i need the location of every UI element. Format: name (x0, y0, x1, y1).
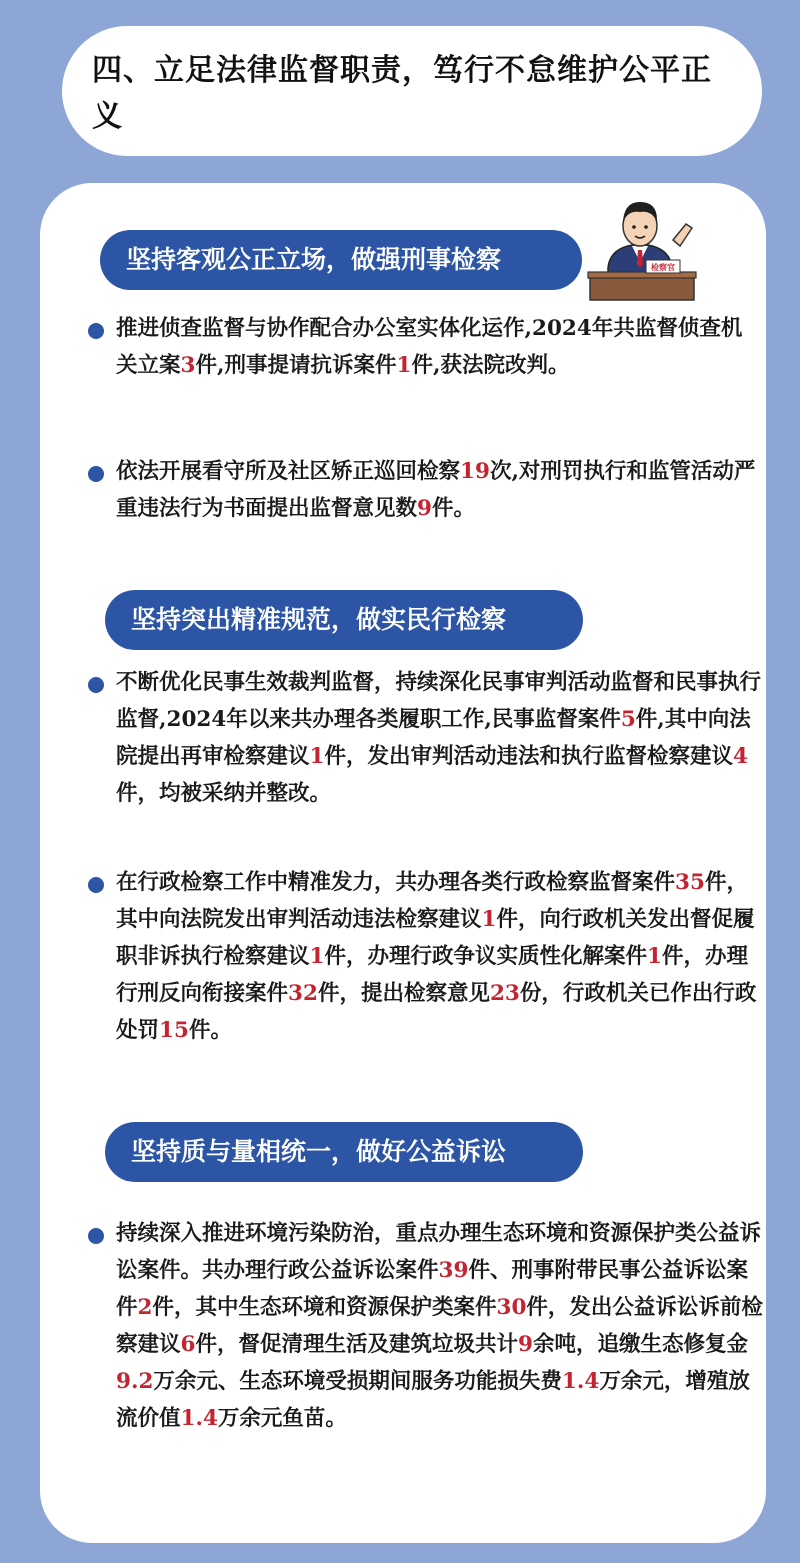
text-segment: 万余元、生态环境受损期间服务功能损失费 (153, 1369, 562, 1394)
stat-number: 5 (620, 707, 636, 732)
stat-number: 23 (489, 981, 520, 1006)
prosecutor-illustration (580, 190, 700, 302)
text-segment: 万余元鱼苗。 (217, 1406, 347, 1431)
stat-number: 6 (180, 1332, 196, 1357)
text-segment: 余吨，追缴生态修复金 (532, 1332, 748, 1357)
page-title: 四、立足法律监督职责，笃行不怠维护公平正义 (92, 53, 712, 134)
section-heading-criminal: 坚持客观公正立场，做强刑事检察 (100, 230, 582, 290)
list-item-text (88, 453, 763, 527)
stat-number: 1 (396, 353, 412, 378)
text-segment: 件，发出审判活动违法和执行监督检察建议 (324, 744, 733, 769)
text-segment: 份，行政机关已作出行政处罚 (116, 981, 757, 1043)
list-item-text (88, 1215, 763, 1437)
bullet-dot-icon (88, 466, 104, 482)
text-segment: 件，发出公益诉讼诉前检察建议 (116, 1295, 763, 1357)
bullet-dot-icon (88, 877, 104, 893)
bullet-dot-icon (88, 1228, 104, 1244)
section-heading-civil-administrative: 坚持突出精准规范，做实民行检察 (105, 590, 583, 650)
section-heading-public-interest: 坚持质与量相统一，做好公益诉讼 (105, 1122, 583, 1182)
list-item-text (88, 664, 763, 812)
stat-number: 1 (309, 944, 325, 969)
stat-number: 1.4 (561, 1369, 600, 1394)
stat-number: 3 (180, 353, 196, 378)
list-item-text (88, 864, 763, 1049)
text-segment: 件，其中生态环境和资源保护类案件 (152, 1295, 497, 1320)
stat-number: 19 (460, 459, 490, 484)
text-segment: 推进侦查监督与协作配合办公室实体化运作,2024年共监督侦查机关立案 (116, 316, 743, 378)
stat-number: 2 (137, 1295, 153, 1320)
text-segment: 件，均被采纳并整改。 (116, 781, 332, 806)
text-segment: 件，办理行刑反向衔接案件 (116, 944, 748, 1006)
list-item-text (88, 310, 763, 384)
desk-sign: 检察官 (651, 263, 675, 272)
text-segment: 件，其中向法院发出审判活动违法检察建议 (116, 870, 748, 932)
text-segment: 万余元，增殖放流价值 (116, 1369, 750, 1431)
text-segment: 在行政检察工作中精准发力，共办理各类行政检察监督案件 (116, 870, 676, 895)
stat-number: 1 (481, 907, 497, 932)
text-segment: 持续深入推进环境污染防治，重点办理生态环境和资源保护类公益诉讼案件。共办理行政公益诉讼案件 (116, 1221, 762, 1283)
stat-number: 39 (438, 1258, 469, 1283)
list-item (88, 864, 763, 1049)
text-segment: 次,对刑罚执行和监管活动严重违法行为书面提出监督意见数 (116, 459, 756, 521)
stat-number: 9 (518, 1332, 533, 1357)
text-segment: 依法开展看守所及社区矫正巡回检察 (116, 459, 461, 484)
text-segment: 件，提出检察意见 (317, 981, 490, 1006)
stat-number: 1 (309, 744, 325, 769)
stat-number: 9 (417, 496, 432, 521)
stat-number: 1 (647, 944, 662, 969)
text-segment: 件,其中向法院提出再审检察建议 (116, 707, 751, 769)
text-segment: 件，向行政机关发出督促履职非诉执行检察建议 (116, 907, 755, 969)
stat-number: 30 (496, 1295, 527, 1320)
text-segment: 件。 (188, 1018, 232, 1043)
stat-number: 9.2 (116, 1369, 154, 1394)
text-segment: 件,获法院改判。 (411, 353, 570, 378)
list-item (88, 1215, 763, 1437)
list-item (88, 453, 763, 527)
stat-number: 4 (733, 744, 748, 769)
text-segment: 不断优化民事生效裁判监督，持续深化民事审判活动监督和民事执行监督,2024年以来共办理各类履职工作,民事监督案件 (116, 670, 762, 732)
text-segment: 件、刑事附带民事公益诉讼案件 (116, 1258, 748, 1320)
bullet-dot-icon (88, 323, 104, 339)
stat-number: 15 (159, 1018, 189, 1043)
stat-number: 32 (288, 981, 318, 1006)
list-item (88, 310, 763, 384)
list-item (88, 664, 763, 812)
stat-number: 1.4 (180, 1406, 218, 1431)
title-card (62, 26, 762, 156)
text-segment: 件。 (431, 496, 475, 521)
bullet-dot-icon (88, 677, 104, 693)
stat-number: 35 (675, 870, 705, 895)
text-segment: 件，办理行政争议实质性化解案件 (324, 944, 647, 969)
text-segment: 件，督促清理生活及建筑垃圾共计 (195, 1332, 518, 1357)
text-segment: 件,刑事提请抗诉案件 (195, 353, 397, 378)
